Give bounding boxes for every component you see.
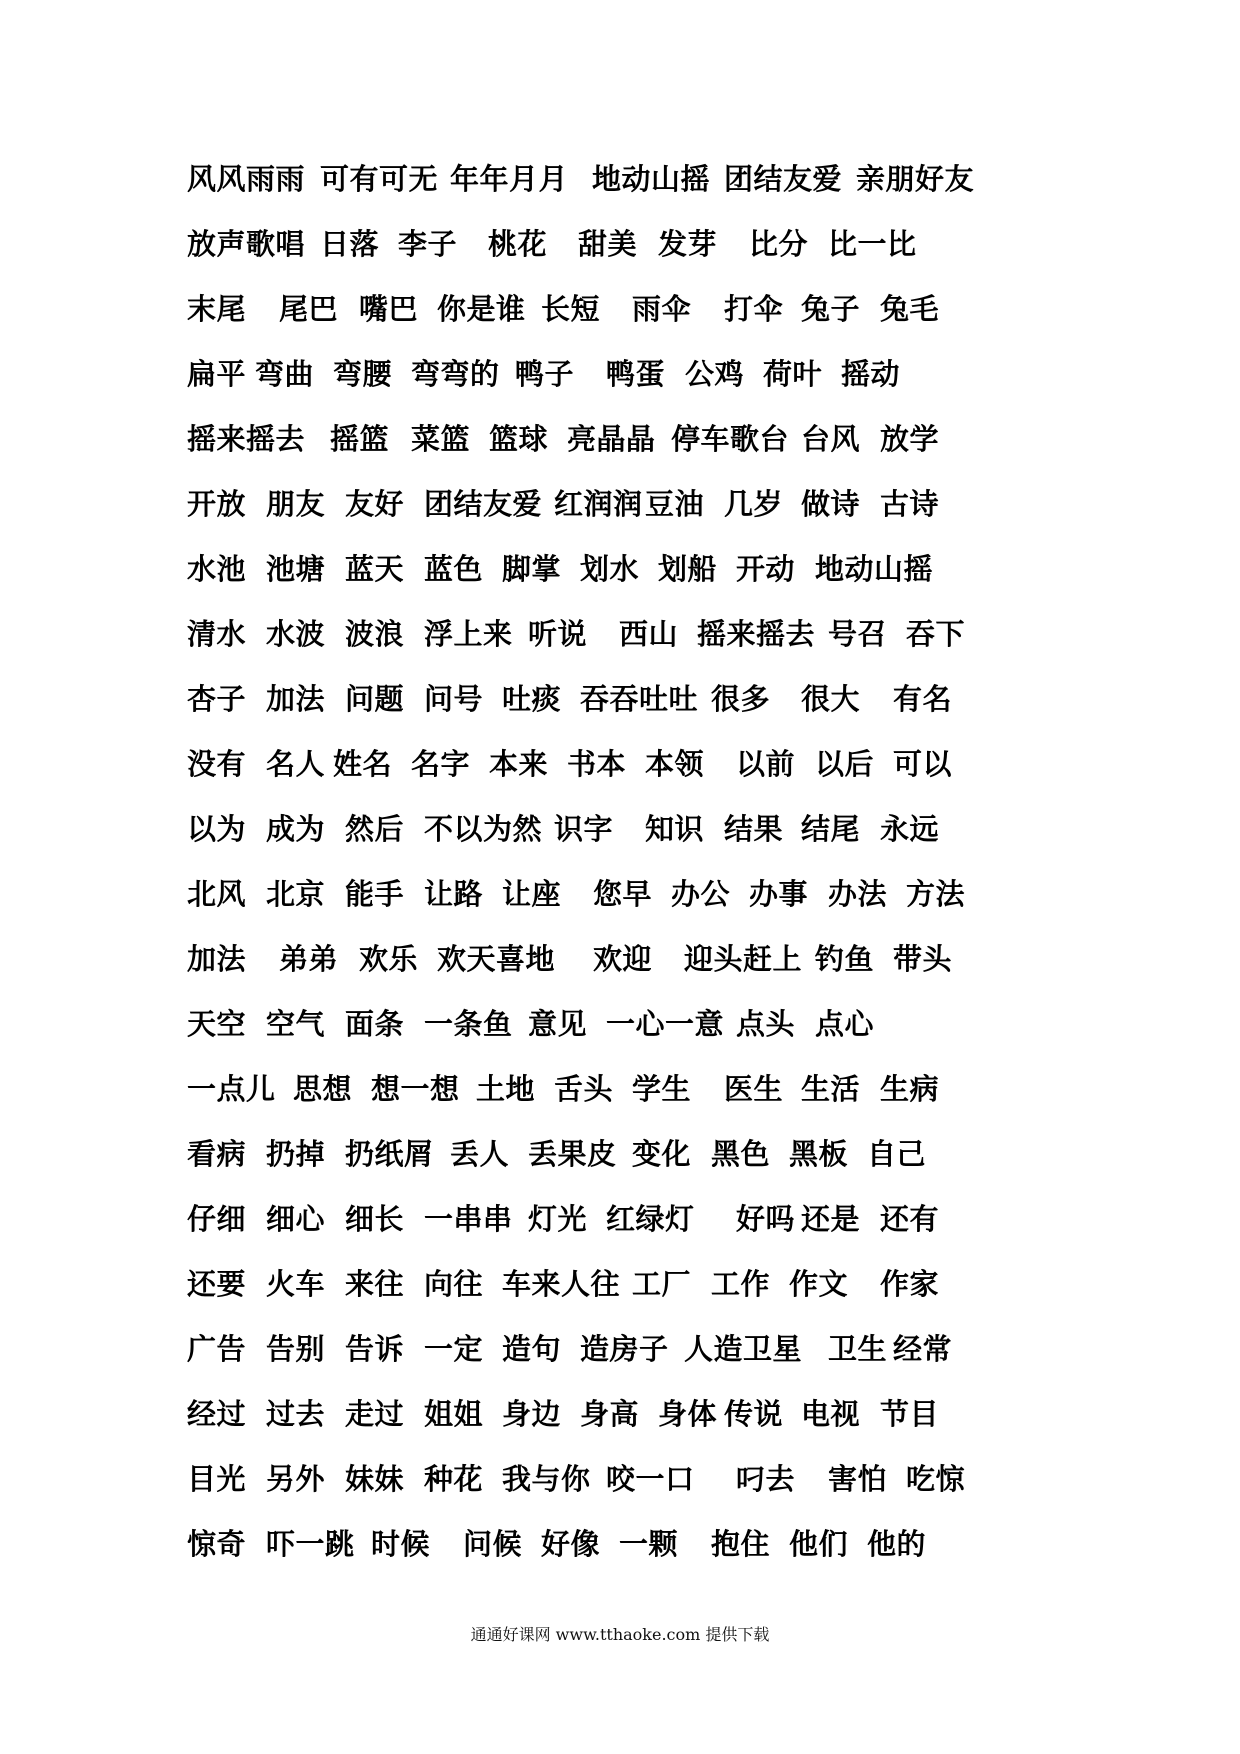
word-item: 古诗 bbox=[880, 487, 940, 521]
word-item: 想一想 bbox=[371, 1072, 460, 1106]
word-item: 脚掌 bbox=[502, 552, 562, 586]
word-item: 鸭蛋 bbox=[606, 357, 666, 391]
word-item: 以为 bbox=[187, 812, 247, 846]
word-item: 亲朋好友 bbox=[856, 162, 975, 196]
word-item: 西山 bbox=[619, 617, 679, 651]
word-item: 名字 bbox=[411, 747, 471, 781]
word-item: 吞下 bbox=[906, 617, 966, 651]
word-item: 人造卫星 bbox=[684, 1332, 803, 1366]
word-item: 雨伞 bbox=[632, 292, 692, 326]
word-item: 扔纸屑 bbox=[345, 1137, 434, 1171]
word-row bbox=[187, 745, 1067, 810]
word-item: 一颗 bbox=[619, 1527, 679, 1561]
page-footer: 通通好课网 www.tthaoke.com 提供下载 bbox=[470, 1625, 770, 1644]
word-item: 甜美 bbox=[578, 227, 638, 261]
word-item: 一点儿 bbox=[187, 1072, 276, 1106]
word-item: 可以 bbox=[893, 747, 953, 781]
word-list bbox=[187, 160, 1067, 1590]
word-item: 办法 bbox=[828, 877, 888, 911]
word-item: 号召 bbox=[828, 617, 888, 651]
word-item: 天空 bbox=[187, 1007, 247, 1041]
word-item: 台风 bbox=[801, 422, 861, 456]
word-item: 兔毛 bbox=[880, 292, 940, 326]
word-row bbox=[187, 1135, 1067, 1200]
word-item: 波浪 bbox=[345, 617, 405, 651]
word-item: 桃花 bbox=[488, 227, 548, 261]
word-item: 结果 bbox=[724, 812, 784, 846]
word-item: 几岁 bbox=[724, 487, 784, 521]
word-item: 地动山摇 bbox=[815, 552, 934, 586]
word-item: 长短 bbox=[541, 292, 601, 326]
word-item: 开放 bbox=[187, 487, 247, 521]
word-item: 篮球 bbox=[489, 422, 549, 456]
word-item: 公鸡 bbox=[685, 357, 745, 391]
word-item: 姓名 bbox=[333, 747, 393, 781]
word-item: 造房子 bbox=[580, 1332, 669, 1366]
word-item: 土地 bbox=[476, 1072, 536, 1106]
word-item: 叼去 bbox=[736, 1462, 796, 1496]
word-item: 过去 bbox=[266, 1397, 326, 1431]
word-item: 浮上来 bbox=[424, 617, 513, 651]
word-item: 灯光 bbox=[528, 1202, 588, 1236]
word-item: 经常 bbox=[893, 1332, 953, 1366]
word-item: 带头 bbox=[893, 942, 953, 976]
word-item: 来往 bbox=[345, 1267, 405, 1301]
word-item: 吞吞吐吐 bbox=[580, 682, 699, 716]
word-item: 欢乐 bbox=[359, 942, 419, 976]
word-item: 荷叶 bbox=[763, 357, 823, 391]
word-item: 摇来摇去 bbox=[187, 422, 306, 456]
word-item: 卫生 bbox=[828, 1332, 888, 1366]
word-item: 细心 bbox=[266, 1202, 326, 1236]
word-item: 比一比 bbox=[828, 227, 917, 261]
word-item: 工作 bbox=[711, 1267, 771, 1301]
word-row bbox=[187, 1395, 1067, 1460]
word-item: 身高 bbox=[580, 1397, 640, 1431]
word-item: 工厂 bbox=[632, 1267, 692, 1301]
word-item: 黑色 bbox=[711, 1137, 771, 1171]
word-item: 黑板 bbox=[789, 1137, 849, 1171]
word-item: 吓一跳 bbox=[266, 1527, 355, 1561]
word-item: 朋友 bbox=[266, 487, 326, 521]
word-item: 然后 bbox=[345, 812, 405, 846]
word-item: 火车 bbox=[266, 1267, 326, 1301]
word-item: 一定 bbox=[424, 1332, 484, 1366]
word-item: 节目 bbox=[880, 1397, 940, 1431]
word-item: 北风 bbox=[187, 877, 247, 911]
word-row bbox=[187, 615, 1067, 680]
word-item: 走过 bbox=[345, 1397, 405, 1431]
word-item: 发芽 bbox=[658, 227, 718, 261]
word-item: 放声歌唱 bbox=[187, 227, 306, 261]
word-item: 丢果皮 bbox=[528, 1137, 617, 1171]
word-item: 作家 bbox=[880, 1267, 940, 1301]
word-item: 名人 bbox=[266, 747, 326, 781]
word-item: 丢人 bbox=[450, 1137, 510, 1171]
word-item: 空气 bbox=[266, 1007, 326, 1041]
word-item: 有名 bbox=[893, 682, 953, 716]
word-item: 意见 bbox=[528, 1007, 588, 1041]
word-item: 兔子 bbox=[801, 292, 861, 326]
word-item: 一串串 bbox=[424, 1202, 513, 1236]
word-row bbox=[187, 875, 1067, 940]
word-item: 点头 bbox=[736, 1007, 796, 1041]
word-item: 看病 bbox=[187, 1137, 247, 1171]
word-item: 比分 bbox=[749, 227, 809, 261]
word-item: 吃惊 bbox=[906, 1462, 966, 1496]
word-item: 钓鱼 bbox=[815, 942, 875, 976]
word-item: 很多 bbox=[711, 682, 771, 716]
word-item: 以前 bbox=[736, 747, 796, 781]
word-item: 另外 bbox=[266, 1462, 326, 1496]
word-item: 以后 bbox=[815, 747, 875, 781]
word-item: 可有可无 bbox=[320, 162, 439, 196]
word-row bbox=[187, 550, 1067, 615]
word-item: 停车歌台 bbox=[671, 422, 790, 456]
word-item: 蓝天 bbox=[345, 552, 405, 586]
word-item: 还是 bbox=[801, 1202, 861, 1236]
word-item: 风风雨雨 bbox=[187, 162, 306, 196]
word-row bbox=[187, 225, 1067, 290]
word-item: 水波 bbox=[266, 617, 326, 651]
word-item: 身体 bbox=[658, 1397, 718, 1431]
word-item: 迎头赶上 bbox=[684, 942, 803, 976]
word-item: 自己 bbox=[867, 1137, 927, 1171]
word-item: 点心 bbox=[815, 1007, 875, 1041]
word-item: 蓝色 bbox=[424, 552, 484, 586]
word-item: 经过 bbox=[187, 1397, 247, 1431]
word-item: 思想 bbox=[293, 1072, 353, 1106]
word-item: 细长 bbox=[345, 1202, 405, 1236]
word-item: 加法 bbox=[187, 942, 247, 976]
word-row bbox=[187, 1200, 1067, 1265]
word-row bbox=[187, 1265, 1067, 1330]
word-item: 姐姐 bbox=[424, 1397, 484, 1431]
word-row bbox=[187, 940, 1067, 1005]
word-item: 咬一口 bbox=[606, 1462, 695, 1496]
word-item: 弯弯的 bbox=[411, 357, 500, 391]
word-item: 团结友爱 bbox=[724, 162, 843, 196]
word-item: 妹妹 bbox=[345, 1462, 405, 1496]
word-item: 水池 bbox=[187, 552, 247, 586]
word-row bbox=[187, 680, 1067, 745]
word-row bbox=[187, 1005, 1067, 1070]
word-item: 舌头 bbox=[554, 1072, 614, 1106]
word-item: 好像 bbox=[541, 1527, 601, 1561]
word-item: 划水 bbox=[580, 552, 640, 586]
word-item: 划船 bbox=[658, 552, 718, 586]
word-item: 电视 bbox=[801, 1397, 861, 1431]
word-item: 很大 bbox=[801, 682, 861, 716]
word-item: 造句 bbox=[502, 1332, 562, 1366]
word-row bbox=[187, 810, 1067, 875]
word-item: 打伞 bbox=[724, 292, 784, 326]
word-row bbox=[187, 355, 1067, 420]
word-item: 池塘 bbox=[266, 552, 326, 586]
word-item: 尾巴 bbox=[279, 292, 339, 326]
word-item: 作文 bbox=[789, 1267, 849, 1301]
word-item: 问候 bbox=[463, 1527, 523, 1561]
word-item: 结尾 bbox=[801, 812, 861, 846]
word-item: 扔掉 bbox=[266, 1137, 326, 1171]
word-item: 本来 bbox=[489, 747, 549, 781]
word-item: 传说 bbox=[724, 1397, 784, 1431]
word-item: 豆油 bbox=[645, 487, 705, 521]
word-item: 告别 bbox=[266, 1332, 326, 1366]
word-item: 问题 bbox=[345, 682, 405, 716]
word-item: 不以为然 bbox=[424, 812, 543, 846]
word-item: 弟弟 bbox=[279, 942, 339, 976]
word-row bbox=[187, 420, 1067, 485]
word-item: 办事 bbox=[749, 877, 809, 911]
word-item: 永远 bbox=[880, 812, 940, 846]
word-item: 成为 bbox=[266, 812, 326, 846]
word-item: 杏子 bbox=[187, 682, 247, 716]
word-item: 还有 bbox=[880, 1202, 940, 1236]
word-item: 识字 bbox=[554, 812, 614, 846]
word-item: 身边 bbox=[502, 1397, 562, 1431]
word-row bbox=[187, 1525, 1067, 1590]
word-item: 菜篮 bbox=[411, 422, 471, 456]
word-item: 红绿灯 bbox=[606, 1202, 695, 1236]
word-item: 让路 bbox=[424, 877, 484, 911]
word-row bbox=[187, 160, 1067, 225]
word-item: 李子 bbox=[398, 227, 458, 261]
word-item: 吐痰 bbox=[502, 682, 562, 716]
word-item: 摇动 bbox=[841, 357, 901, 391]
word-item: 抱住 bbox=[711, 1527, 771, 1561]
word-item: 日落 bbox=[320, 227, 380, 261]
word-item: 书本 bbox=[567, 747, 627, 781]
word-item: 加法 bbox=[266, 682, 326, 716]
word-item: 医生 bbox=[724, 1072, 784, 1106]
word-row bbox=[187, 1330, 1067, 1395]
word-item: 末尾 bbox=[187, 292, 247, 326]
word-item: 欢迎 bbox=[593, 942, 653, 976]
word-item: 摇篮 bbox=[330, 422, 390, 456]
word-item: 红润润 bbox=[554, 487, 643, 521]
word-item: 亮晶晶 bbox=[567, 422, 656, 456]
word-item: 没有 bbox=[187, 747, 247, 781]
word-row bbox=[187, 290, 1067, 355]
word-item: 年年月月 bbox=[450, 162, 569, 196]
word-item: 团结友爱 bbox=[424, 487, 543, 521]
word-item: 嘴巴 bbox=[359, 292, 419, 326]
word-item: 种花 bbox=[424, 1462, 484, 1496]
word-item: 时候 bbox=[371, 1527, 431, 1561]
word-item: 学生 bbox=[632, 1072, 692, 1106]
word-item: 欢天喜地 bbox=[437, 942, 556, 976]
word-item: 听说 bbox=[528, 617, 588, 651]
word-item: 弯曲 bbox=[255, 357, 315, 391]
word-item: 目光 bbox=[187, 1462, 247, 1496]
word-row bbox=[187, 1070, 1067, 1135]
word-item: 办公 bbox=[671, 877, 731, 911]
word-row bbox=[187, 1460, 1067, 1525]
word-item: 知识 bbox=[645, 812, 705, 846]
word-item: 让座 bbox=[502, 877, 562, 911]
word-item: 一条鱼 bbox=[424, 1007, 513, 1041]
word-row bbox=[187, 485, 1067, 550]
word-item: 扁平 bbox=[187, 357, 247, 391]
word-item: 本领 bbox=[645, 747, 705, 781]
word-item: 生病 bbox=[880, 1072, 940, 1106]
word-item: 他们 bbox=[789, 1527, 849, 1561]
word-item: 车来人往 bbox=[502, 1267, 621, 1301]
word-item: 友好 bbox=[345, 487, 405, 521]
word-item: 告诉 bbox=[345, 1332, 405, 1366]
word-item: 广告 bbox=[187, 1332, 247, 1366]
word-item: 摇来摇去 bbox=[697, 617, 816, 651]
word-item: 你是谁 bbox=[437, 292, 526, 326]
word-item: 惊奇 bbox=[187, 1527, 247, 1561]
word-item: 方法 bbox=[906, 877, 966, 911]
word-item: 向往 bbox=[424, 1267, 484, 1301]
word-item: 害怕 bbox=[828, 1462, 888, 1496]
word-item: 放学 bbox=[880, 422, 940, 456]
word-item: 还要 bbox=[187, 1267, 247, 1301]
word-item: 生活 bbox=[801, 1072, 861, 1106]
word-item: 变化 bbox=[632, 1137, 692, 1171]
word-item: 好吗 bbox=[736, 1202, 796, 1236]
word-item: 地动山摇 bbox=[592, 162, 711, 196]
word-item: 仔细 bbox=[187, 1202, 247, 1236]
word-item: 开动 bbox=[736, 552, 796, 586]
word-item: 他的 bbox=[867, 1527, 927, 1561]
word-item: 北京 bbox=[266, 877, 326, 911]
word-item: 面条 bbox=[345, 1007, 405, 1041]
word-item: 做诗 bbox=[801, 487, 861, 521]
word-item: 清水 bbox=[187, 617, 247, 651]
word-item: 我与你 bbox=[502, 1462, 591, 1496]
word-item: 您早 bbox=[593, 877, 653, 911]
word-item: 鸭子 bbox=[515, 357, 575, 391]
word-item: 问号 bbox=[424, 682, 484, 716]
word-item: 一心一意 bbox=[606, 1007, 725, 1041]
word-item: 弯腰 bbox=[333, 357, 393, 391]
word-item: 能手 bbox=[345, 877, 405, 911]
